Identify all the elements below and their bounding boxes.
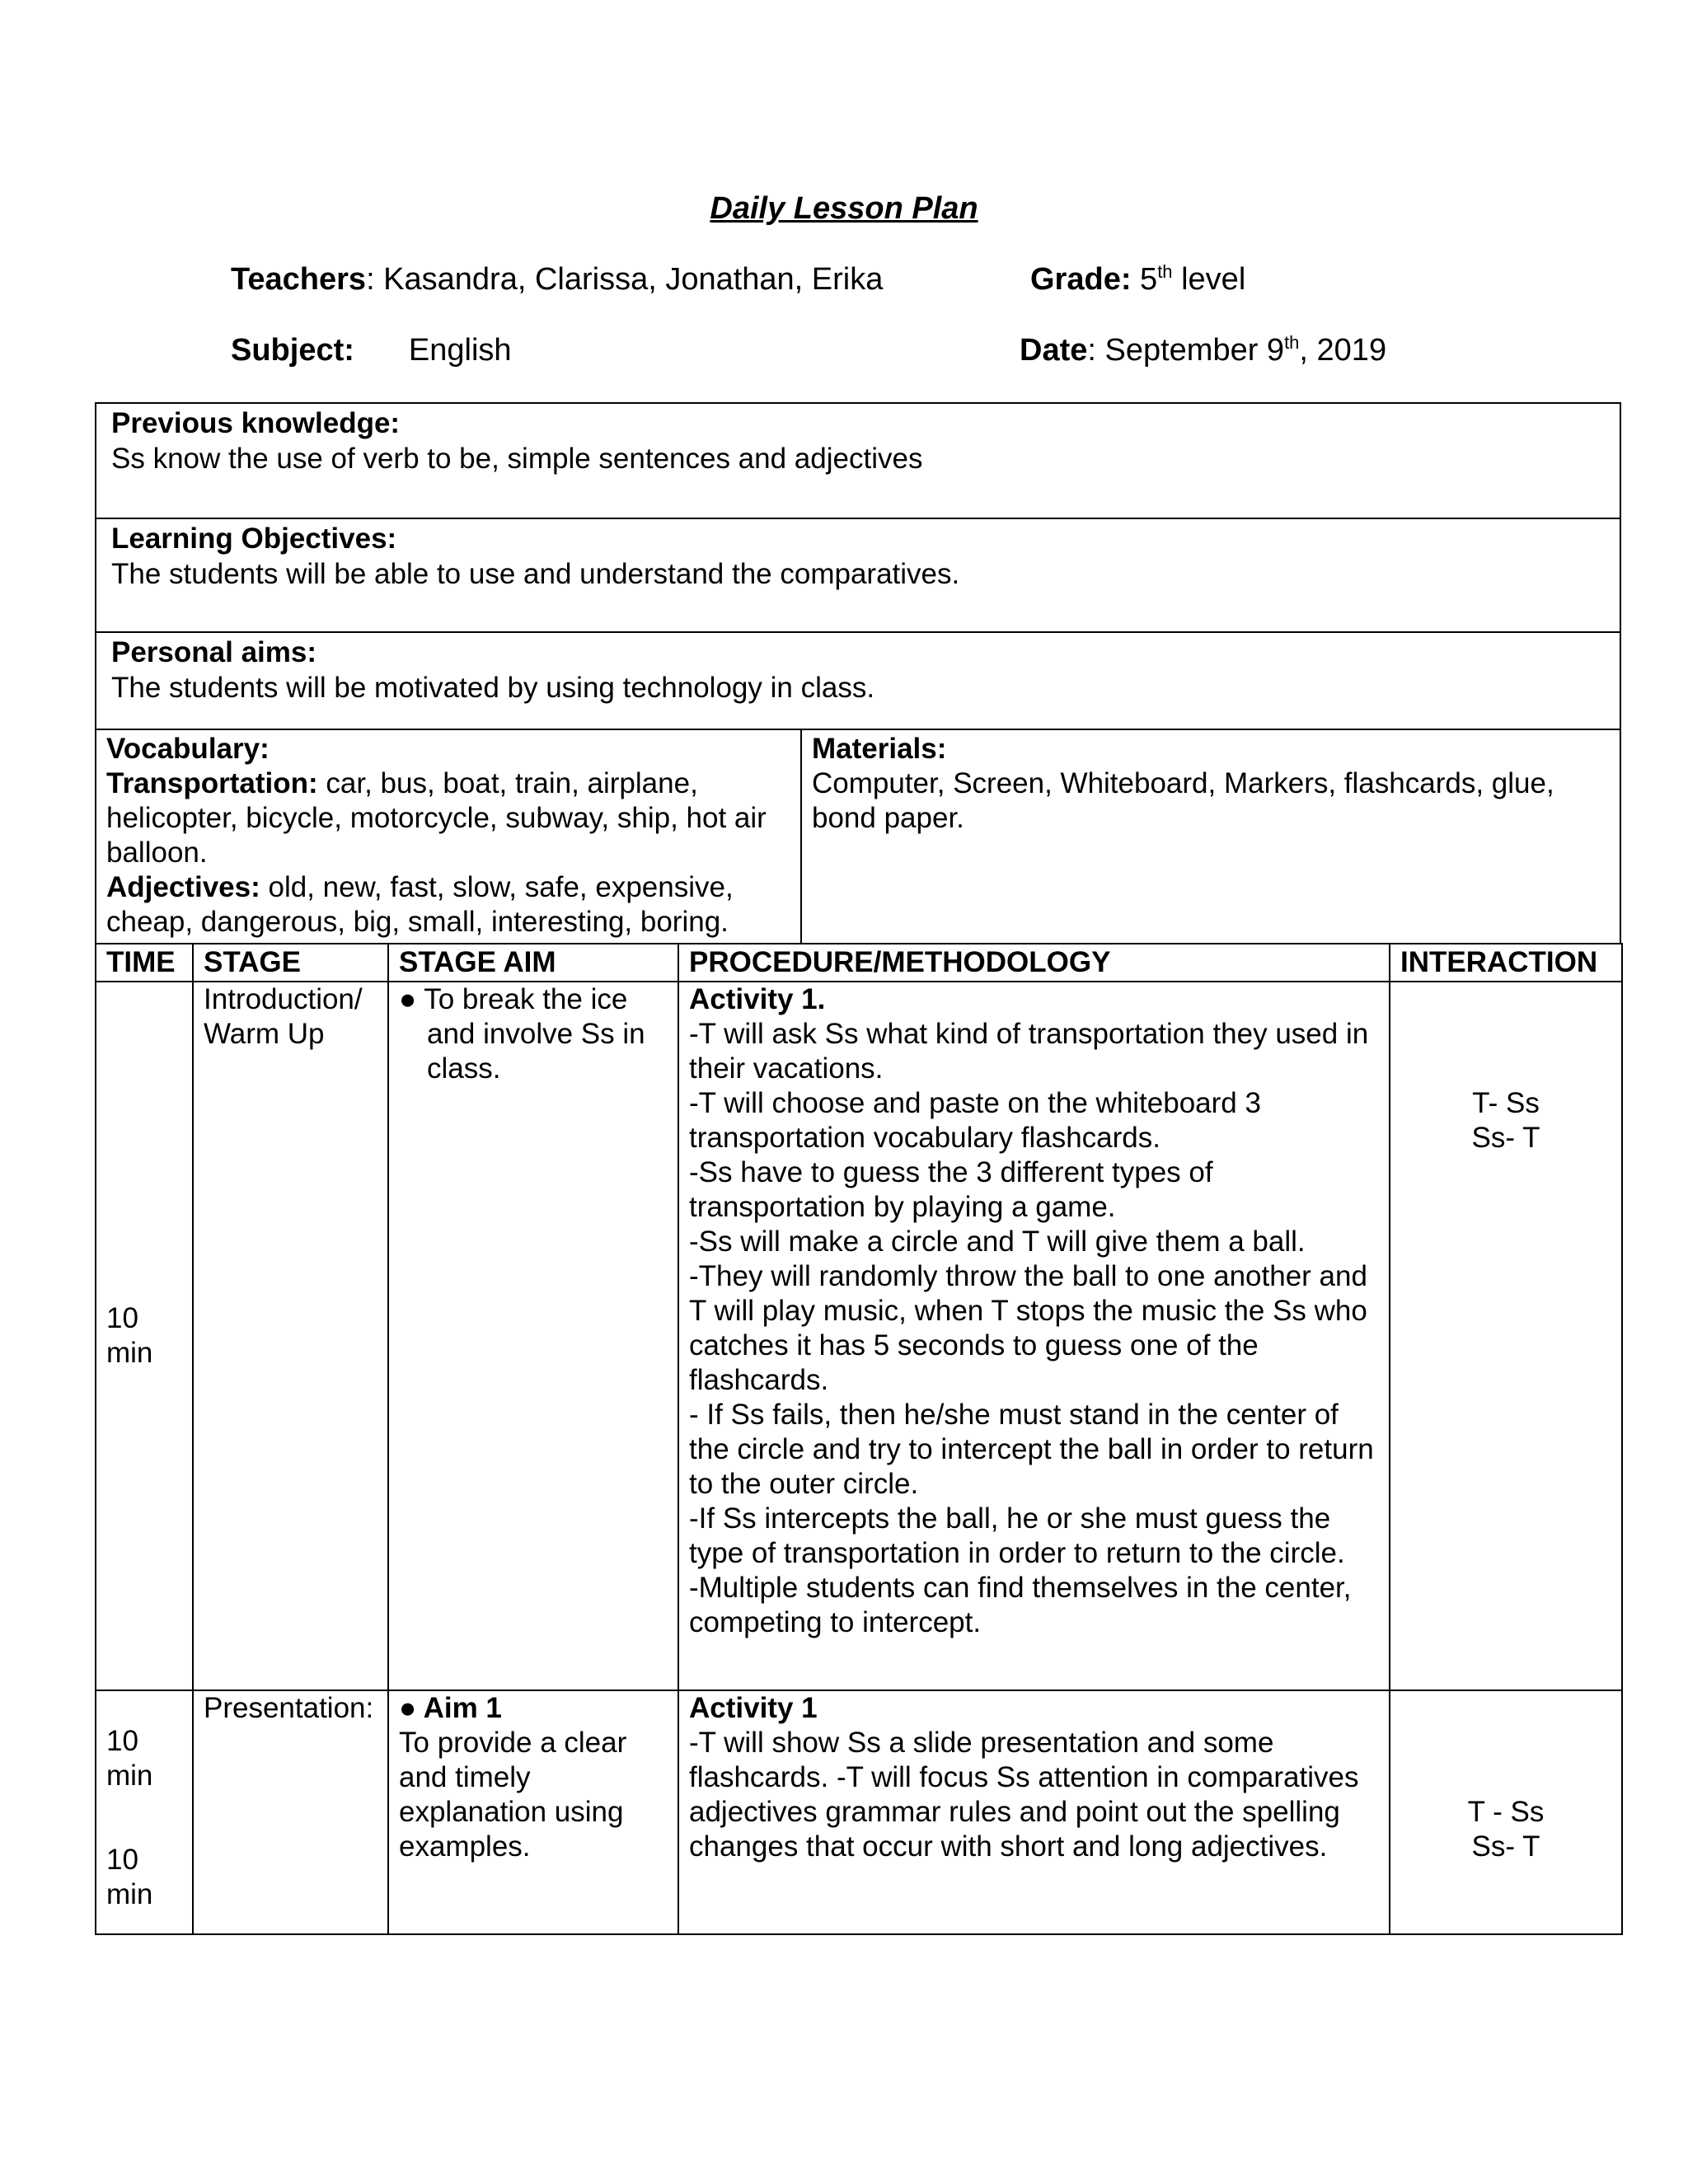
grade-sup: th xyxy=(1157,261,1173,282)
subject-value: English xyxy=(408,333,512,368)
procedure-line: -Ss will make a circle and T will give them a ball. xyxy=(689,1226,1306,1258)
transportation-label: Transportation: xyxy=(106,767,318,799)
adjectives-text: old, new, fast, slow, safe, expensive, cheap, dangerous, big, small, interesting, boring. xyxy=(106,871,734,938)
stage-aim-cell xyxy=(388,1690,678,1934)
procedure-cell xyxy=(678,982,1390,1690)
subject-line xyxy=(231,333,512,368)
interaction-cell xyxy=(1390,982,1622,1690)
col-header-stage: STAGE xyxy=(193,944,388,982)
materials-cell xyxy=(802,730,1620,943)
time-cell xyxy=(96,982,193,1690)
procedure-line: -T will show Ss a slide presentation and some flashcards. -T will focus Ss attention in comparatives adjectives grammar rules and point out the spelling changes that occur with short and long adjectives. xyxy=(689,1727,1359,1863)
procedure-line: -They will randomly throw the ball to one another and T will play music, when T stops the music the Ss who catches it has 5 seconds to guess one of the flashcards. xyxy=(689,1260,1367,1396)
stage-cell xyxy=(193,982,388,1690)
subject-label: Subject: xyxy=(231,333,354,368)
aim-bullet: ● To break the ice and involve Ss in class. xyxy=(399,983,645,1085)
table-header-row xyxy=(96,944,1622,982)
procedure-line: -Ss have to guess the 3 different types of transportation by playing a game. xyxy=(689,1156,1213,1223)
adjectives-label: Adjectives: xyxy=(106,871,260,903)
interaction-line: Ss- T xyxy=(1471,1830,1540,1863)
procedure-line: -Multiple students can find themselves in the center, competing to intercept. xyxy=(689,1572,1352,1638)
stage-value: Presentation: xyxy=(204,1692,374,1724)
date-line xyxy=(1020,333,1386,368)
activity-title: Activity 1 xyxy=(689,1692,818,1724)
procedure-line: -T will choose and paste on the whiteboard 3 transportation vocabulary flashcards. xyxy=(689,1087,1261,1154)
stage-value: Introduction/ Warm Up xyxy=(204,983,363,1050)
vocabulary-label: Vocabulary: xyxy=(106,733,270,765)
date-label: Date xyxy=(1020,333,1088,368)
time-value: 10 min xyxy=(106,1844,153,1910)
grade-line xyxy=(1030,262,1245,298)
vocabulary-materials-row xyxy=(95,729,1621,943)
personal-aims-text: The students will be motivated by using technology in class. xyxy=(111,672,875,704)
materials-text: Computer, Screen, Whiteboard, Markers, flashcards, glue, bond paper. xyxy=(812,767,1554,834)
table-row xyxy=(96,1690,1622,1934)
interaction-line: T - Ss xyxy=(1467,1796,1545,1828)
grade-rest: level xyxy=(1172,262,1246,297)
vocabulary-cell xyxy=(96,730,802,943)
materials-label: Materials: xyxy=(812,733,947,765)
grade-label: Grade: xyxy=(1030,262,1132,297)
procedure-line: - If Ss fails, then he/she must stand in the center of the circle and try to intercept the ball in order to return to the outer circle. xyxy=(689,1399,1374,1500)
previous-knowledge-box xyxy=(95,402,1621,518)
previous-knowledge-text: Ss know the use of verb to be, simple sentences and adjectives xyxy=(111,443,923,475)
lesson-plan-table xyxy=(95,943,1623,1935)
learning-objectives-label: Learning Objectives: xyxy=(111,523,397,555)
aim-text: To provide a clear and timely explanation using examples. xyxy=(399,1727,627,1863)
interaction-line: Ss- T xyxy=(1471,1122,1540,1154)
date-rest: , 2019 xyxy=(1299,333,1387,368)
teachers-line xyxy=(231,262,883,298)
teachers-value: : Kasandra, Clarissa, Jonathan, Erika xyxy=(366,262,884,297)
col-header-procedure: PROCEDURE/METHODOLOGY xyxy=(678,944,1390,982)
procedure-cell xyxy=(678,1690,1390,1934)
personal-aims-box xyxy=(95,631,1621,729)
aim-bullet: ● Aim 1 xyxy=(399,1692,502,1724)
learning-objectives-box xyxy=(95,518,1621,631)
table-row xyxy=(96,982,1622,1690)
time-value: 10 min xyxy=(106,1725,153,1792)
time-cell xyxy=(96,1690,193,1934)
activity-title: Activity 1. xyxy=(689,983,826,1015)
date-sup: th xyxy=(1284,332,1300,353)
procedure-line: -If Ss intercepts the ball, he or she must guess the type of transportation in order to return to the circle. xyxy=(689,1502,1345,1569)
procedure-line: -T will ask Ss what kind of transportation they used in their vacations. xyxy=(689,1018,1369,1085)
stage-cell xyxy=(193,1690,388,1934)
interaction-cell xyxy=(1390,1690,1622,1934)
grade-num: 5 xyxy=(1140,262,1158,297)
transportation-text: car, bus, boat, train, airplane, helicopter, bicycle, motorcycle, subway, ship, hot air balloon. xyxy=(106,767,767,869)
personal-aims-label: Personal aims: xyxy=(111,636,316,668)
interaction-line: T- Ss xyxy=(1472,1087,1540,1119)
teachers-label: Teachers xyxy=(231,262,367,297)
page-title: Daily Lesson Plan xyxy=(710,191,978,226)
stage-aim-cell xyxy=(388,982,678,1690)
learning-objectives-text: The students will be able to use and understand the comparatives. xyxy=(111,558,960,590)
date-value: : September 9 xyxy=(1087,333,1285,368)
time-value: 10 min xyxy=(106,1302,153,1369)
previous-knowledge-label: Previous knowledge: xyxy=(111,407,401,439)
col-header-interaction: INTERACTION xyxy=(1390,944,1622,982)
col-header-time: TIME xyxy=(96,944,193,982)
col-header-stage-aim: STAGE AIM xyxy=(388,944,678,982)
